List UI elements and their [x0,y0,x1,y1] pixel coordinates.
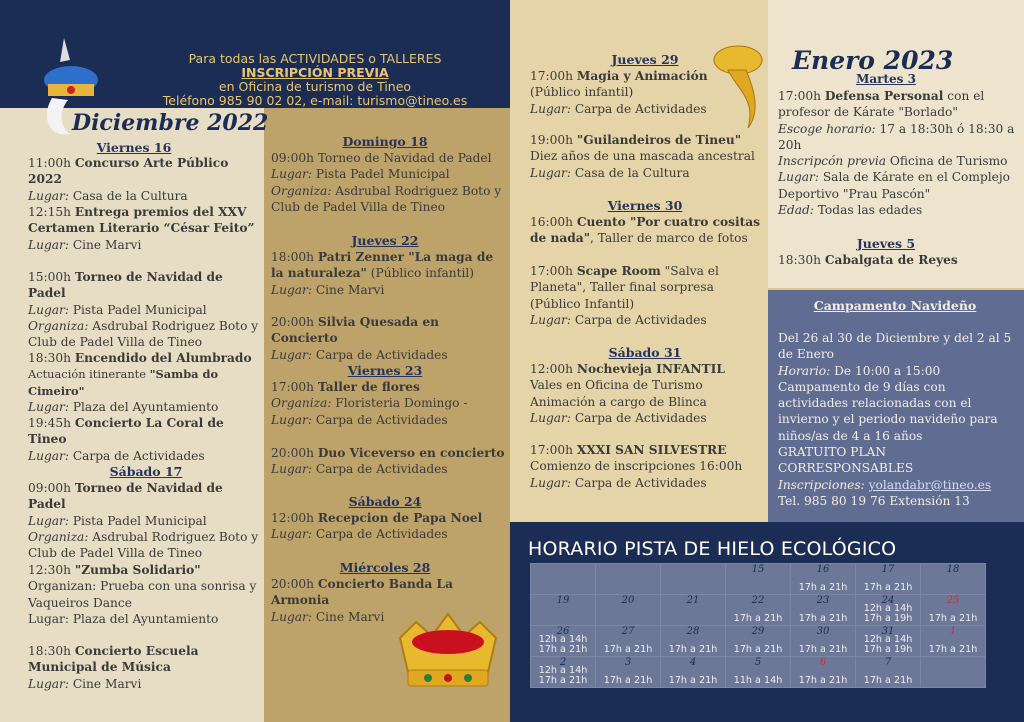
event-item: 18:00h Patri Zenner "La maga de la naturaleza" (Público infantil) Lugar: Cine Marvi [271,250,494,297]
rink-day-cell [661,595,726,626]
rink-day-cell [661,564,726,595]
day-heading: Jueves 22 [351,233,419,248]
table-row [531,657,986,688]
rink-hours: 17h a 21h [928,613,978,624]
event-item: 12:15h Entrega premios del XXV Certamen Literario “César Feito” Lugar: Cine Marvi [28,205,255,252]
rink-hours: 17h a 21h [733,644,783,655]
event-item: 17:00h Scape Room "Salva el Planeta", Taller final sorpresa (Público Infantil) Lugar: Carpa de Actividades [530,264,719,327]
rink-day-cell [856,564,921,595]
rink-day-number: 17 [881,564,895,575]
rink-day-number: 2 [559,657,567,668]
event-item: 11:00h Concurso Arte Público 2022 Lugar: Casa de la Cultura [28,156,229,203]
rink-day-number: 15 [751,564,765,575]
rink-hours: 17h a 21h [928,644,978,655]
rink-day-cell [791,626,856,657]
rink-day-number: 6 [819,657,827,668]
rink-hours: 17h a 21h [733,613,783,624]
rink-day-cell [921,657,986,688]
rink-hours: 17h a 21h [798,613,848,624]
rink-day-cell [856,626,921,657]
rink-hours: 12h a 14h 17h a 19h [863,603,913,624]
month-title-december: Diciembre 2022 [72,110,269,136]
rink-day-cell [726,626,791,657]
header-line: en Oficina de turismo de Tineo [218,79,412,94]
rink-hours: 17h a 21h [798,675,848,686]
rink-hours: 12h a 14h 17h a 21h [538,634,588,655]
rink-day-cell [726,657,791,688]
event-item: 12:30h "Zumba Solidario" Organizan: Prueba con una sonrisa y Vaqueiros Dance Lugar: Plaza del Ayuntamiento [28,563,257,626]
day-heading: Sábado 17 [109,464,183,479]
rink-schedule-table [530,563,986,688]
rink-title: HORARIO PISTA DE HIELO ECOLÓGICO [528,538,897,560]
rink-day-number: 30 [816,626,830,637]
rink-day-number: 1 [949,626,957,637]
rink-day-number: 22 [751,595,765,606]
rink-day-cell [726,595,791,626]
rink-day-cell [661,657,726,688]
rink-hours: 11h a 14h [733,675,783,686]
header-line: Para todas las ACTIVIDADES o TALLERES [188,51,442,66]
table-row [531,564,986,595]
rink-day-number: 5 [754,657,762,668]
registration-info [120,52,510,108]
day-heading: Viernes 23 [347,363,423,378]
rink-hours: 17h a 21h [798,582,848,593]
event-item: 18:30h Concierto Escuela Municipal de Música Lugar: Cine Marvi [28,644,199,691]
table-row [531,595,986,626]
rink-day-cell [856,657,921,688]
day-heading: Martes 3 [856,72,916,86]
rink-hours: 12h a 14h 17h a 21h [538,665,588,686]
rink-day-number: 16 [816,564,830,575]
table-row [531,626,986,657]
event-item: 09:00h Torneo de Navidad de Padel Lugar: Pista Padel Municipal Organiza: Asdrubal Rodriguez Boto y Club de Padel Villa de Tineo [271,151,502,214]
rink-day-number: 26 [556,626,570,637]
rink-day-cell [921,564,986,595]
rink-day-number: 7 [884,657,892,668]
header-contact: Teléfono 985 90 02 02, e-mail: turismo@tineo.es [162,93,468,108]
event-item: 15:00h Torneo de Navidad de Padel Lugar: Pista Padel Municipal Organiza: Asdrubal Rodriguez Boto y Club de Padel Villa de Tineo [28,270,259,350]
rink-day-number: 23 [816,595,830,606]
month-title-january: Enero 2023 [792,46,954,75]
rink-day-cell [791,564,856,595]
rink-day-cell [531,657,596,688]
rink-day-cell [921,626,986,657]
day-heading: Sábado 31 [608,345,682,360]
camp-details: Del 26 al 30 de Diciembre y del 2 al 5 de Enero Horario: De 10:00 a 15:00 Campamento de 9 días con actividades relacionadas con el invierno y el periodo navideño para niños/as de 4 a 16 años GRATUITO PLAN CORRESPONSABLES Inscripciones: yolandabr@tineo.es Tel. 985 80 19 76 Extensión 13 [778,331,1012,508]
event-item: 20:00h Duo Viceverso en concierto Lugar: Carpa de Actividades [271,446,505,477]
rink-day-cell [531,626,596,657]
event-item: 17:00h Taller de flores Organiza: Floristeria Domingo - Lugar: Carpa de Actividades [271,380,468,427]
day-heading: Jueves 29 [611,52,679,67]
rink-day-cell [531,595,596,626]
rink-hours: 17h a 21h [863,582,913,593]
rink-day-cell [921,595,986,626]
rink-hours: 17h a 21h [603,644,653,655]
rink-day-cell [596,657,661,688]
rink-day-number: 18 [946,564,960,575]
event-item: 20:00h Silvia Quesada en Concierto Lugar: Carpa de Actividades [271,315,448,362]
camp-title: Campamento Navideño [813,298,977,313]
rink-hours: 17h a 21h [863,675,913,686]
rink-day-number: 27 [621,626,635,637]
rink-hours: 12h a 14h 17h a 19h [863,634,913,655]
event-item: 20:00h Concierto Banda La Armonia Lugar: Cine Marvi [271,577,453,624]
rink-day-number: 21 [686,595,700,606]
camp-email-link[interactable]: yolandabr@tineo.es [868,477,992,492]
day-heading: Jueves 5 [856,236,916,251]
event-item: 17:00h XXXI SAN SILVESTRE Comienzo de inscripciones 16:00h Lugar: Carpa de Actividades [530,443,743,490]
event-item: 19:45h Concierto La Coral de Tineo Lugar: Carpa de Actividades [28,416,224,463]
rink-day-number: 24 [881,595,895,606]
event-item: 18:30h Encendido del Alumbrado Actuación itinerante "Samba do Cimeiro" Lugar: Plaza del Ayuntamiento [28,351,252,414]
event-item: 18:30h Cabalgata de Reyes [778,253,958,267]
rink-day-cell [661,626,726,657]
event-item: 17:00h Magia y Animación (Público infantil) Lugar: Carpa de Actividades [530,69,708,116]
event-item: 19:00h "Guilandeiros de Tineu" Diez años de una mascada ancestral Lugar: Casa de la Cultura [530,133,755,180]
rink-day-cell [596,595,661,626]
rink-day-number: 20 [621,595,635,606]
event-item: 16:00h Cuento "Por cuatro cositas de nada", Taller de marco de fotos [530,215,761,246]
turban-crown-icon [708,40,766,132]
rink-day-cell [596,564,661,595]
crown-icon [392,608,504,696]
rink-day-cell [596,626,661,657]
rink-day-number: 25 [946,595,960,606]
rink-hours: 17h a 21h [668,644,718,655]
event-item: 12:00h Recepcion de Papa Noel Lugar: Carpa de Actividades [271,511,483,542]
day-heading: Sábado 24 [348,494,422,509]
rink-hours: 17h a 21h [603,675,653,686]
event-item: 12:00h Nochevieja INFANTIL Vales en Oficina de Turismo Animación a cargo de Blinca Lugar: Carpa de Actividades [530,362,725,425]
day-heading: Viernes 30 [607,198,683,213]
rink-day-cell [791,595,856,626]
rink-hours: 17h a 21h [798,644,848,655]
event-item: 09:00h Torneo de Navidad de Padel Lugar: Pista Padel Municipal Organiza: Asdrubal Rodriguez Boto y Club de Padel Villa de Tineo [28,481,259,561]
rink-day-number: 29 [751,626,765,637]
rink-day-number: 3 [624,657,632,668]
header-highlight: INSCRIPCIÓN PREVIA [241,65,389,80]
rink-day-cell [726,564,791,595]
event-item: 17:00h Defensa Personal con el profesor de Kárate "Borlado" Escoge horario: 17 a 18:30h ó 18:30 a 20h Inscripcón previa Oficina de Turismo Lugar: Sala de Kárate en el Complejo Deportivo "Prau Pascón" Edad: Todas las edades [778,89,1015,218]
rink-day-cell [856,595,921,626]
day-heading: Miércoles 28 [339,560,431,575]
rink-day-number: 19 [556,595,570,606]
rink-day-number: 31 [881,626,895,637]
day-heading: Domingo 18 [342,134,428,149]
rink-day-cell [531,564,596,595]
day-heading: Viernes 16 [96,140,172,155]
rink-day-cell [791,657,856,688]
rink-hours: 17h a 21h [668,675,718,686]
rink-day-number: 4 [689,657,697,668]
rink-day-number: 28 [686,626,700,637]
